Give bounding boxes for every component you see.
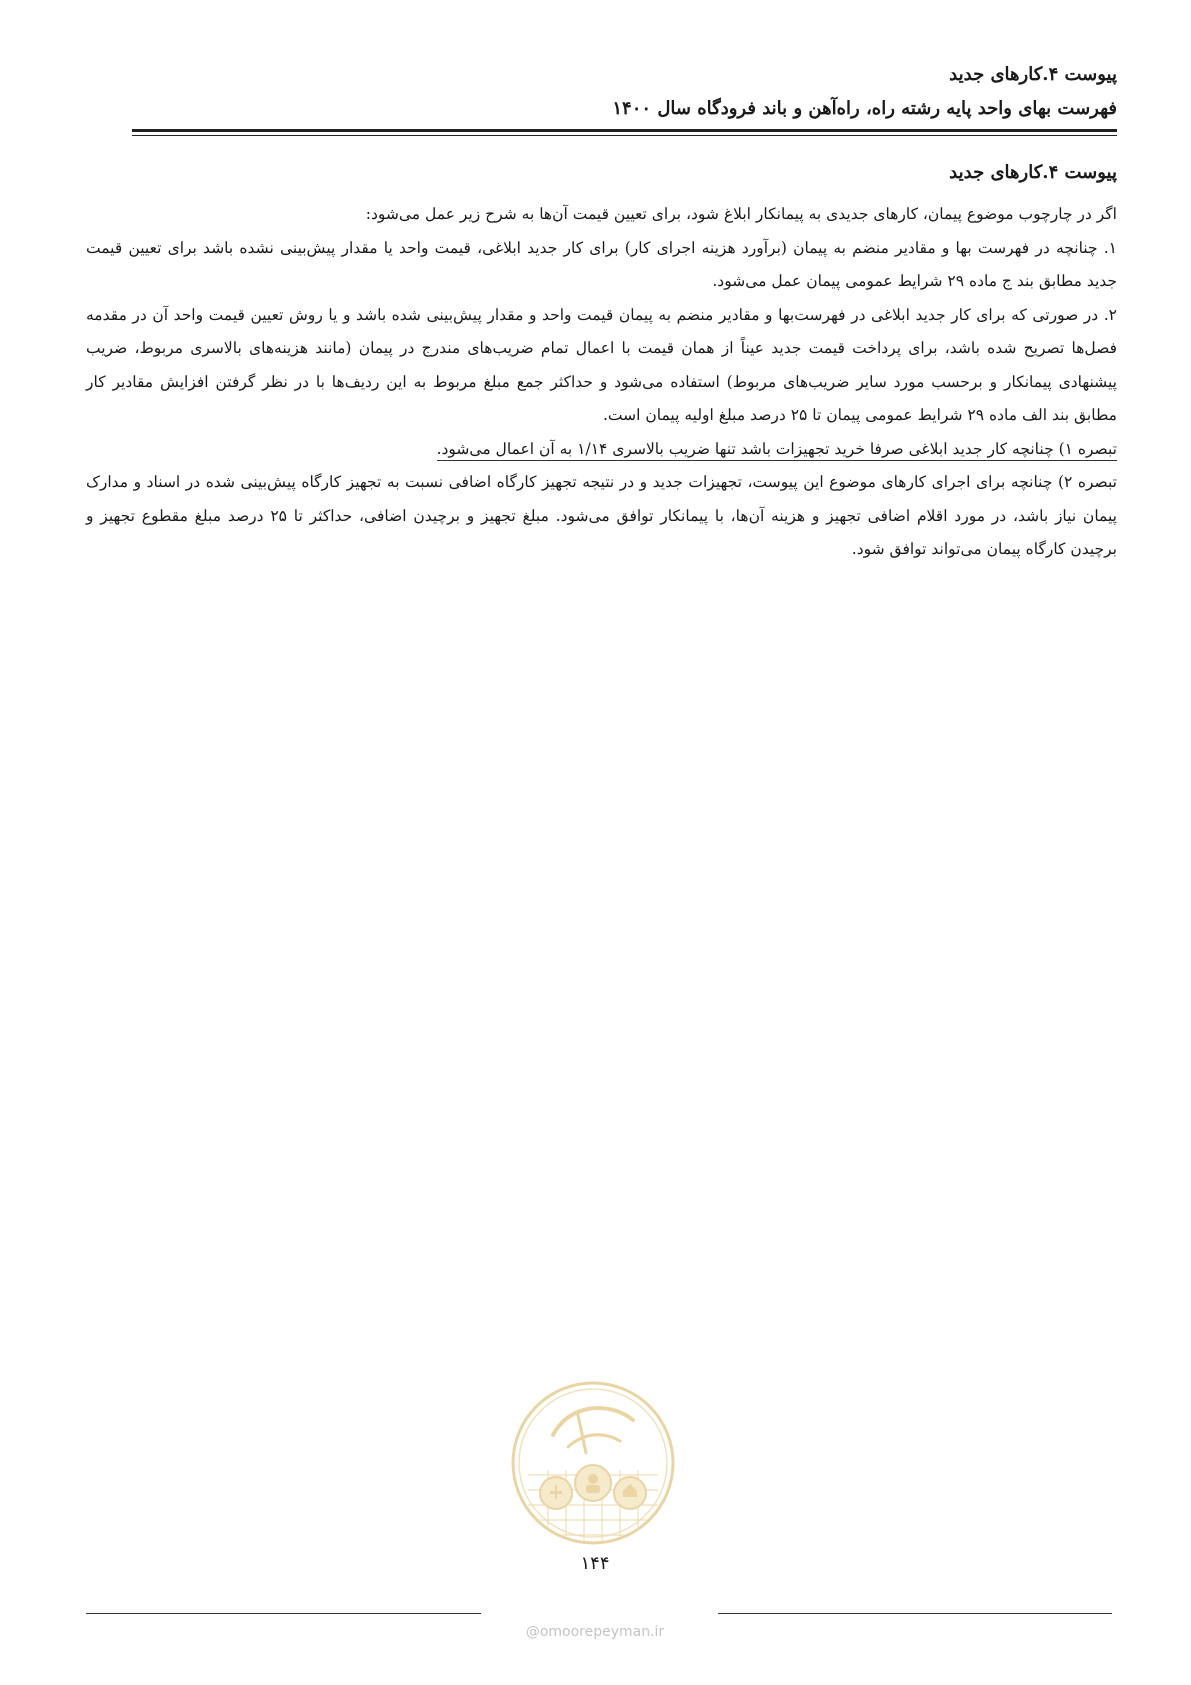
clause-2: ۲. در صورتی که برای کار جدید ابلاغی در فهرست‌بها و مقادیر منضم به پیمان قیمت واحد و مقدار پیش‌بینی شده باشد و یا روش تعیین قیمت واحد آن در مقدمه فصل‌ها تصریح شده باشد، برای پرداخت قیمت جدید عیناً از همان قیمت با اعمال تمام ضریب‌های مندرج در پیمان (مانند هزینه‌های بالاسری مربوط، ضریب پیشنهادی پیمانکار و برحسب مورد سایر ضریب‌های مربوط) استفاده می‌شود و حداکثر جمع مبلغ مربوط به این ردیف‌ها با در نظر گرفتن افزایش مقادیر کار مطابق بند الف ماده ۲۹ شرایط عمومی پیمان تا ۲۵ درصد مبلغ اولیه پیمان است.: [86, 305, 1117, 424]
main-content: [86, 158, 1117, 567]
header-subtitle: فهرست بهای واحد پایه رشته راه، راه‌آهن و باند فرودگاه سال ۱۴۰۰: [612, 98, 1117, 119]
website-watermark: @omoorepeyman.ir: [525, 1624, 665, 1640]
note-2: تبصره ۲) چنانچه برای اجرای کارهای موضوع این پیوست، تجهیزات جدید و در نتیجه تجهیز کارگاه اضافی نسبت به تجهیز کارگاه پیش‌بینی شده در اسناد و مدارک پیمان نیاز باشد، در مورد اقلام اضافی تجهیز و هزینه آن‌ها، با پیمانکار توافق می‌شود. مبلغ تجهیز و برچیدن اضافی، حداکثر تا ۲۵ درصد مبلغ مقطوع تجهیز و برچیدن کارگاه پیمان می‌تواند توافق شود.: [86, 473, 1117, 558]
header-title: پیوست ۴.کارهای جدید: [949, 64, 1117, 85]
page-header: [132, 58, 1117, 126]
note-1: [86, 433, 1117, 467]
section-title: پیوست ۴.کارهای جدید: [949, 162, 1117, 183]
page-number: ۱۴۴: [580, 1553, 610, 1574]
clause-1: ۱. چنانچه در فهرست بها و مقادیر منضم به پیمان (برآورد هزینه اجرای کار) برای کار جدید ابلاغی، قیمت واحد یا مقدار پیش‌بینی نشده باشد برای تعیین قیمت جدید مطابق بند ج ماده ۲۹ شرایط عمومی پیمان عمل می‌شود.: [86, 238, 1117, 290]
note-1-text: تبصره ۱) چنانچه کار جدید ابلاغی صرفا خرید تجهیزات باشد تنها ضریب بالاسری ۱/۱۴ به آن اعمال می‌شود.: [437, 440, 1117, 461]
omoore-peyman-logo-watermark: [508, 1375, 678, 1555]
footer-rule-right: [718, 1613, 1112, 1614]
header-rule-thin: [132, 135, 1117, 136]
footer-rule-left: [86, 1613, 481, 1614]
header-rule-thick: [132, 129, 1117, 132]
intro-paragraph: اگر در چارچوب موضوع پیمان، کارهای جدیدی به پیمانکار ابلاغ شود، برای تعیین قیمت آن‌ها به شرح زیر عمل می‌شود:: [365, 205, 1117, 223]
